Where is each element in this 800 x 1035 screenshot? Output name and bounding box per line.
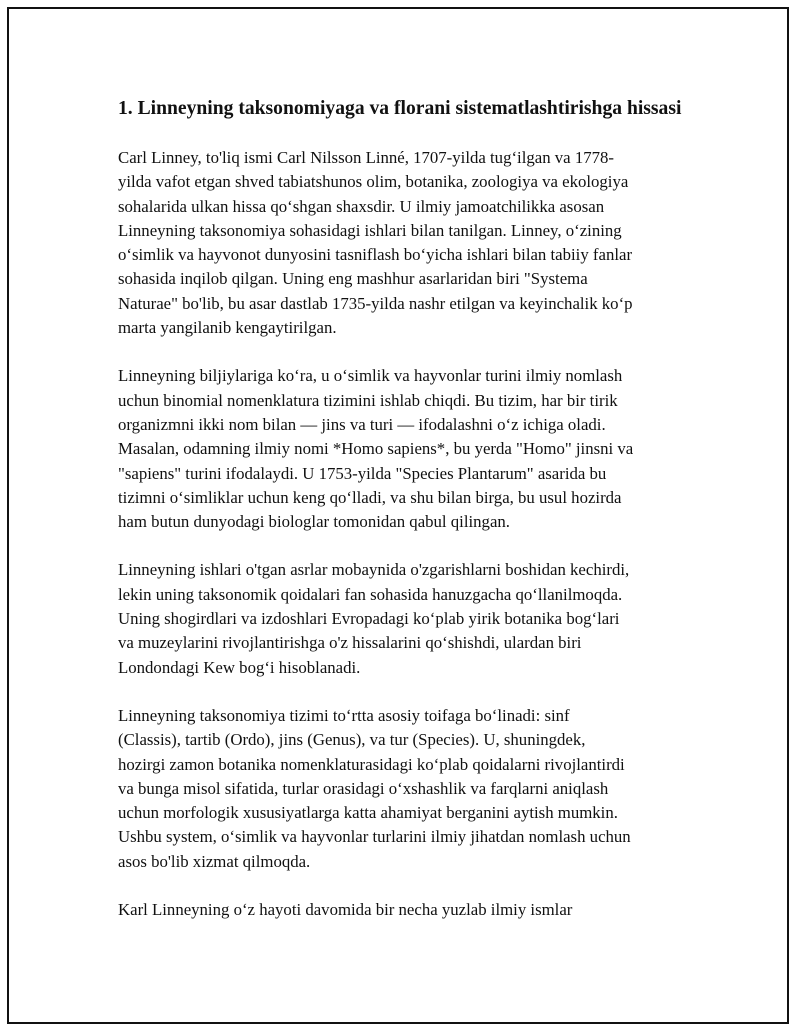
paragraph-legacy: Linneyning ishlari o'tgan asrlar mobaynida o'zgarishlarni boshidan kechirdi, lekin uning taksonomik qoidalari fan sohasida hanuzgacha qo‘llanilmoqda. Uning shogirdlari va izdoshlari Evropadagi ko‘plab yirik botanika bog‘lari va muzeylarini rivojlantirishga o'z hissalarini qo‘shishdi, ulardan biri Londondagi Kew bog‘i hisoblanadi. xyxy=(118,560,630,677)
section-heading: 1. Linneyning taksonomiyaga va florani sistematlashtirishga hissasi xyxy=(118,98,682,119)
paragraph-linney-biography: Carl Linney, to'liq ismi Carl Nilsson Linné, 1707-yilda tug‘ilgan va 1778- yilda vafot etgan shved tabiatshunos olim, botanika, zoologiya va ekologiya sohalarida ulkan hissa qo‘shgan shaxsdir. U ilmiy jamoatchilikka asosan Linneyning taksonomiya sohasidagi ishlari bilan tanilgan. Linney, o‘zining o‘simlik va hayvonot dunyosini tasniflash bo‘yicha ishlari bilan tabiiy fanlar sohasida inqilob qilgan. Uning eng mashhur asarlaridan biri "Systema Naturae" bo'lib, bu asar dastlab 1735-yilda nashr etilgan va keyinchalik ko‘p marta yangilanib kengaytirilgan. xyxy=(118,148,633,338)
paragraph-taxonomy-categories: Linneyning taksonomiya tizimi to‘rtta asosiy toifaga bo‘linadi: sinf (Classis), tartib (Ordo), jins (Genus), va tur (Species). U, shuningdek, hozirgi zamon botanika nomenklaturasidagi ko‘plab qoidalarni rivojlantirdi va bunga misol sifatida, turlar orasidagi o‘xshashlik va farqlarni aniqlash uchun morfologik xususiyatlarga katta ahamiyat berganini aytish mumkin. Ushbu system, o‘simlik va hayvonlar turlarini ilmiy jihatdan nomlash uchun asos bo'lib xizmat qilmoqda. xyxy=(118,705,631,871)
paragraph-scientific-names: Karl Linneyning o‘z hayoti davomida bir necha yuzlab ilmiy ismlar xyxy=(118,900,573,920)
document-body xyxy=(118,94,683,946)
paragraph-binomial-nomenclature: Linneyning biljiylariga ko‘ra, u o‘simlik va hayvonlar turini ilmiy nomlash uchun binomial nomenklatura tizimini ishlab chiqdi. Bu tizim, har bir tirik organizmni ikki nom bilan — jins va turi — ifodalashni o‘z ichiga oladi. Masalan, odamning ilmiy nomi *Homo sapiens*, bu yerda "Homo" jinsni va "sapiens" turini ifodalaydi. U 1753-yilda "Species Plantarum" asarida bu tizimni o‘simliklar uchun keng qo‘lladi, va shu bilan birga, bu usul hozirda ham butun dunyodagi biologlar tomonidan qabul qilingan. xyxy=(118,366,634,532)
